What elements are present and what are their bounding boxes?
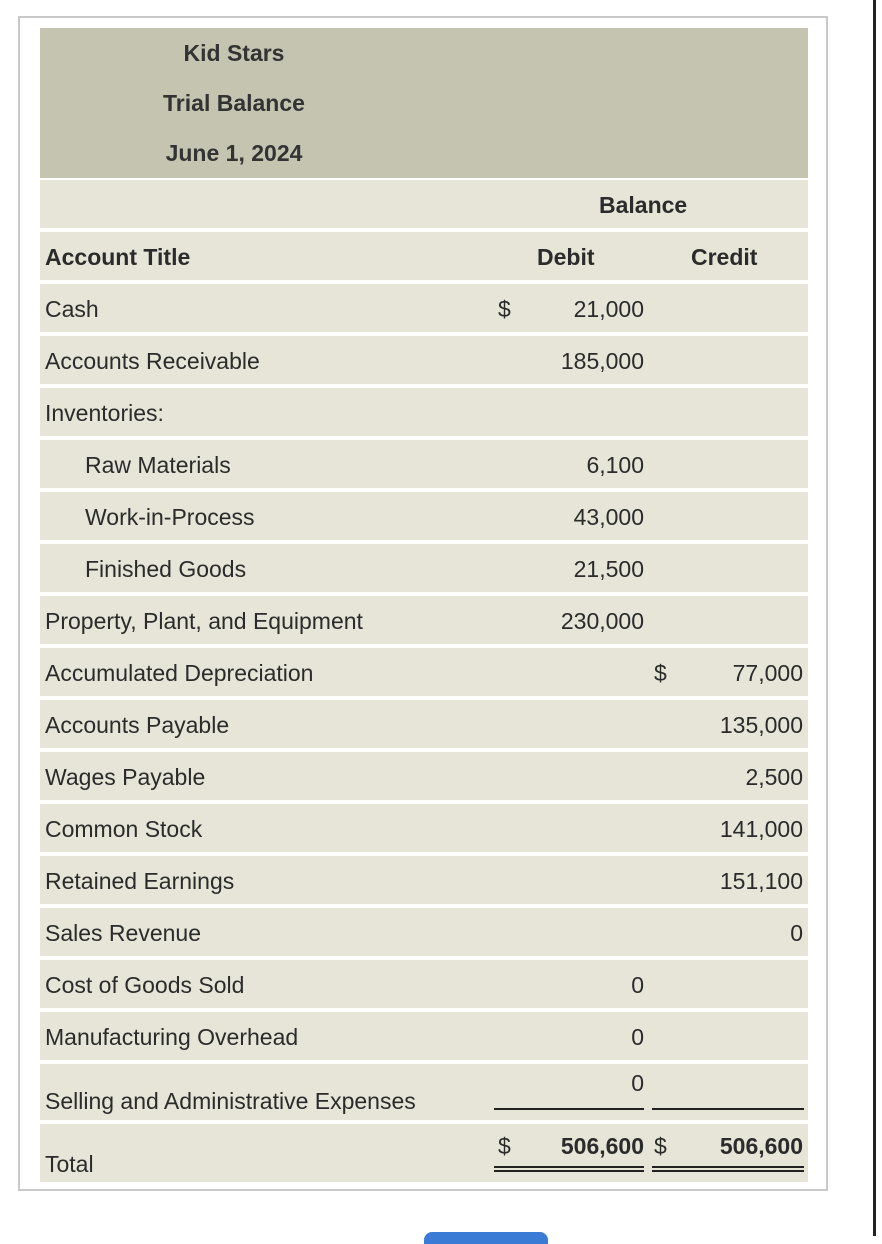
debit-currency-sign: $: [498, 296, 511, 322]
account-title: Retained Earnings: [45, 868, 235, 894]
debit-subtotal-underline: [494, 1108, 644, 1110]
debit-amount: 21,000: [573, 296, 644, 322]
account-row: [40, 594, 808, 644]
credit-amount: 0: [790, 920, 803, 946]
debit-amount: 0: [631, 1070, 644, 1096]
account-title: Cash: [45, 296, 99, 322]
credit-header: Credit: [691, 244, 758, 270]
debit-amount: 0: [631, 1024, 644, 1050]
account-row: [40, 698, 808, 748]
credit-amount: 135,000: [719, 712, 803, 738]
account-title-header: Account Title: [45, 244, 191, 270]
account-row: [40, 646, 808, 696]
account-row: [40, 334, 808, 384]
debit-amount: 230,000: [560, 608, 644, 634]
company-name: Kid Stars: [183, 40, 285, 66]
report-title: Trial Balance: [163, 90, 305, 116]
account-title: Accounts Payable: [45, 712, 230, 738]
account-row: [40, 1010, 808, 1060]
debit-amount: 6,100: [586, 452, 644, 478]
account-row: [40, 906, 808, 956]
account-title: Cost of Goods Sold: [45, 972, 245, 998]
account-title: Raw Materials: [85, 452, 231, 478]
debit-amount: 43,000: [573, 504, 644, 530]
account-title: Manufacturing Overhead: [45, 1024, 299, 1050]
account-row: [40, 958, 808, 1008]
total-debit: 506,600: [560, 1133, 644, 1159]
submit-button[interactable]: [424, 1232, 548, 1244]
account-title: Finished Goods: [85, 556, 247, 582]
account-row: [40, 750, 808, 800]
debit-amount: 185,000: [560, 348, 644, 374]
total-credit-currency: $: [654, 1133, 667, 1159]
account-title: Property, Plant, and Equipment: [45, 608, 363, 634]
account-title: Inventories:: [45, 400, 164, 426]
account-title: Work-in-Process: [85, 504, 255, 530]
account-row: [40, 386, 808, 436]
debit-header: Debit: [537, 244, 595, 270]
account-row: [40, 438, 808, 488]
total-row: [40, 1122, 808, 1182]
account-row: [40, 854, 808, 904]
account-row: [40, 282, 808, 332]
total-credit: 506,600: [719, 1133, 803, 1159]
report-header: [40, 28, 808, 178]
total-debit-currency: $: [498, 1133, 511, 1159]
account-title: Wages Payable: [45, 764, 206, 790]
total-credit-double-underline: [652, 1166, 804, 1172]
window-edge: [873, 0, 876, 1236]
account-title: Selling and Administrative Expenses: [45, 1088, 416, 1114]
credit-amount: 77,000: [732, 660, 803, 686]
credit-amount: 151,100: [719, 868, 803, 894]
column-header-row: [40, 230, 808, 280]
account-title: Common Stock: [45, 816, 203, 842]
account-row: [40, 542, 808, 592]
credit-currency-sign: $: [654, 660, 667, 686]
credit-subtotal-underline: [652, 1108, 804, 1110]
balance-header: Balance: [599, 192, 688, 218]
credit-amount: 141,000: [719, 816, 803, 842]
account-title: Accumulated Depreciation: [45, 660, 314, 686]
account-title: Sales Revenue: [45, 920, 201, 946]
total-debit-double-underline: [494, 1166, 644, 1172]
account-row: [40, 490, 808, 540]
debit-amount: 0: [631, 972, 644, 998]
total-label: Total: [45, 1151, 94, 1177]
account-title: Accounts Receivable: [45, 348, 260, 374]
debit-amount: 21,500: [573, 556, 644, 582]
credit-amount: 2,500: [745, 764, 803, 790]
balance-header-row: [40, 178, 808, 228]
report-date: June 1, 2024: [165, 140, 303, 166]
account-row: [40, 802, 808, 852]
account-row: [40, 1062, 808, 1120]
